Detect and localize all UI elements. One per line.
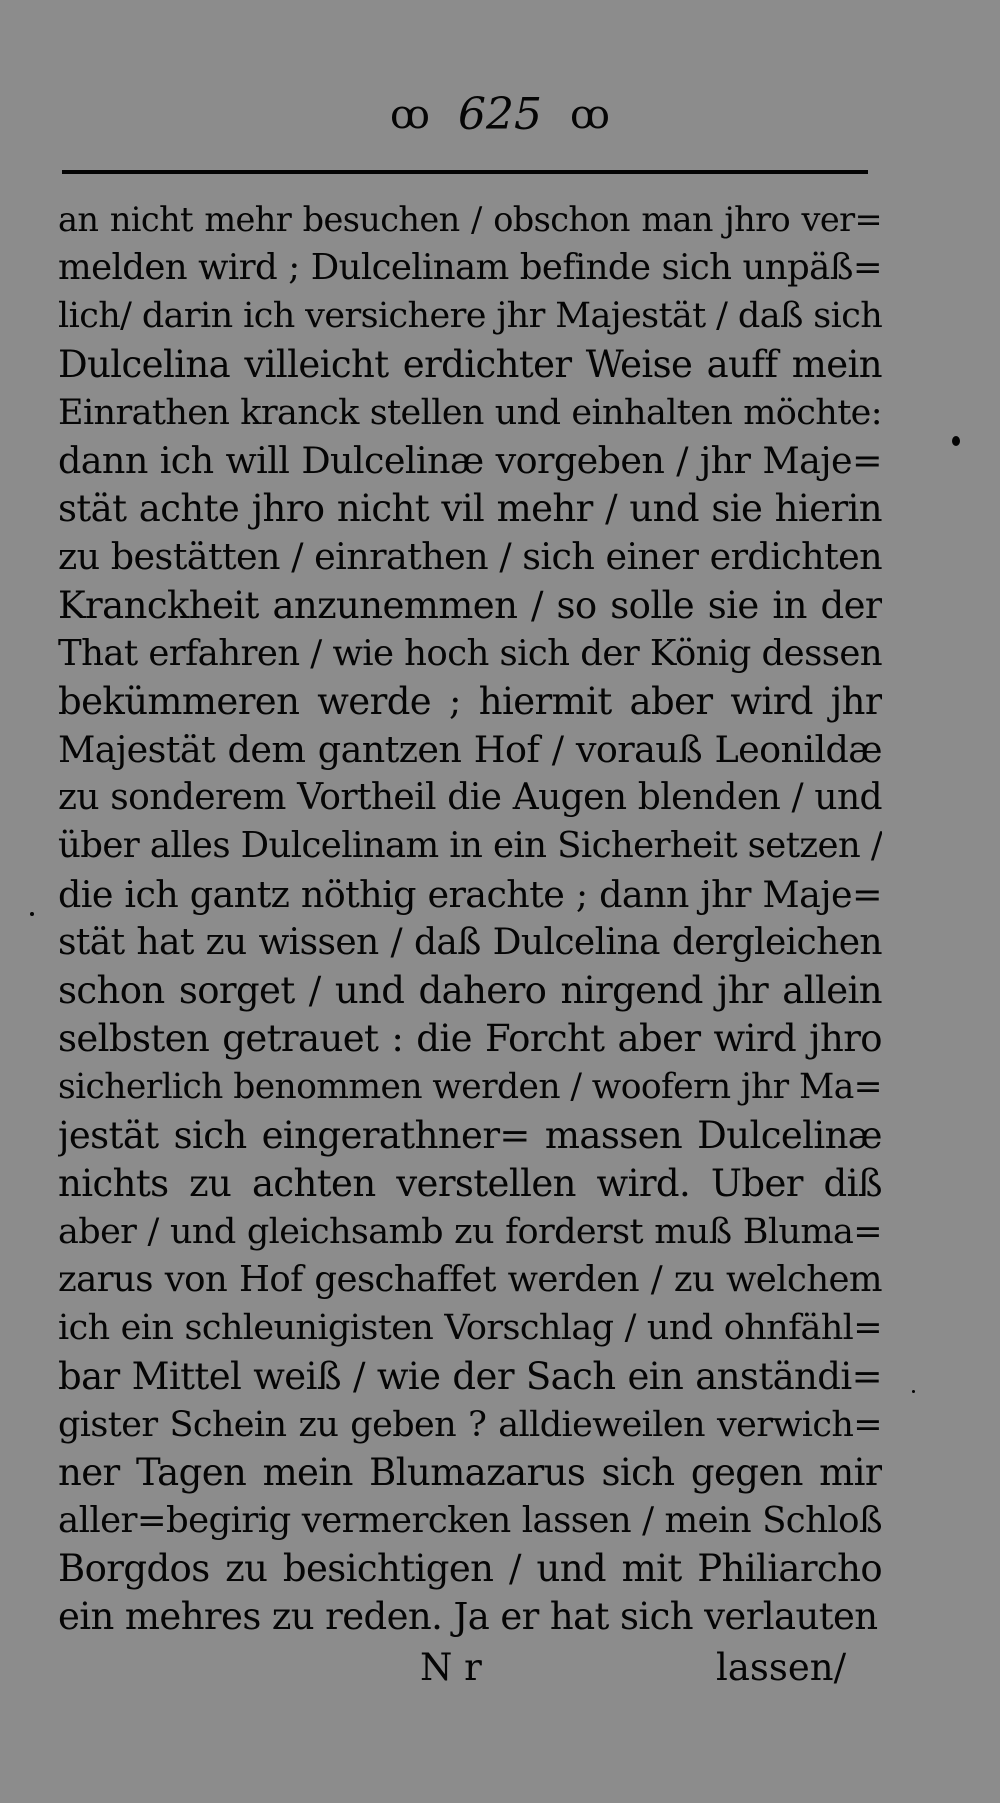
text-line: dann ich will Dulcelinæ vorgeben / jhr Maje= bbox=[58, 438, 882, 482]
text-line: ich ein schleunigisten Vorschlag / und ohnfähl= bbox=[58, 1308, 882, 1349]
text-line: selbsten getrauet : die Forcht aber wird jhro bbox=[58, 1017, 882, 1061]
text-line: über alles Dulcelinam in ein Sicherheit setzen / bbox=[58, 825, 882, 867]
page-header bbox=[0, 82, 1000, 145]
text-line: Dulcelina villeicht erdichter Weise auff mein bbox=[58, 342, 882, 386]
text-line: melden wird ; Dulcelinam befinde sich unpäß= bbox=[58, 247, 882, 289]
text-line: aller=begirig vermercken lassen / mein Schloß bbox=[58, 1500, 882, 1542]
text-line: That erfahren / wie hoch sich der König dessen bbox=[58, 632, 882, 674]
signature-mark: N r bbox=[420, 1646, 482, 1689]
text-line: nichts zu achten verstellen wird. Uber diß bbox=[58, 1161, 882, 1205]
text-line: aber / und gleichsamb zu forderst muß Bluma= bbox=[58, 1211, 882, 1252]
text-line: bekümmeren werde ; hiermit aber wird jhr bbox=[58, 679, 882, 723]
text-line: gister Schein zu geben ? alldieweilen verwich= bbox=[58, 1404, 882, 1445]
text-line: bar Mittel weiß / wie der Sach ein anständi= bbox=[58, 1354, 882, 1398]
text-line: stät hat zu wissen / daß Dulcelina dergleichen bbox=[58, 921, 882, 963]
text-line: sicherlich benommen werden / woofern jhr Ma= bbox=[58, 1067, 882, 1108]
text-line: schon sorget / und dahero nirgend jhr allein bbox=[58, 969, 882, 1012]
ornament-left-icon: ꝏ bbox=[390, 91, 430, 138]
text-line: die ich gantz nöthig erachte ; dann jhr Maje= bbox=[58, 872, 882, 916]
ink-speck bbox=[952, 436, 960, 446]
text-line: Kranckheit anzunemmen / so solle sie in der bbox=[58, 583, 882, 627]
text-line: zarus von Hof geschaffet werden / zu welchem bbox=[58, 1259, 882, 1301]
text-line: jestät sich eingerathner= massen Dulcelinæ bbox=[58, 1113, 882, 1157]
text-line: Majestät dem gantzen Hof / vorauß Leonildæ bbox=[58, 728, 882, 772]
text-line: Borgdos zu besichtigen / und mit Philiarcho bbox=[58, 1547, 882, 1591]
page-number: 625 bbox=[458, 88, 542, 140]
text-line: ein mehres zu reden. Ja er hat sich verlauten bbox=[58, 1595, 878, 1639]
text-line: zu bestätten / einrathen / sich einer erdichten bbox=[58, 535, 882, 579]
ink-speck bbox=[30, 912, 34, 916]
text-line: lich/ darin ich versichere jhr Majestät / daß sich bbox=[58, 296, 882, 337]
text-line: Einrathen kranck stellen und einhalten möchte: bbox=[58, 392, 882, 433]
text-line: stät achte jhro nicht vil mehr / und sie hierin bbox=[58, 487, 882, 531]
text-line: ner Tagen mein Blumazarus sich gegen mir bbox=[58, 1450, 882, 1494]
header-rule bbox=[62, 170, 868, 174]
catchword: lassen/ bbox=[716, 1646, 847, 1689]
ink-speck bbox=[912, 1390, 915, 1393]
page-footer bbox=[0, 1638, 1000, 1698]
text-line: an nicht mehr besuchen / obschon man jhro ver= bbox=[58, 200, 882, 239]
text-line: zu sonderem Vortheil die Augen blenden / und bbox=[58, 777, 882, 819]
body-text bbox=[58, 196, 882, 1642]
ornament-right-icon: ꝏ bbox=[569, 91, 610, 138]
